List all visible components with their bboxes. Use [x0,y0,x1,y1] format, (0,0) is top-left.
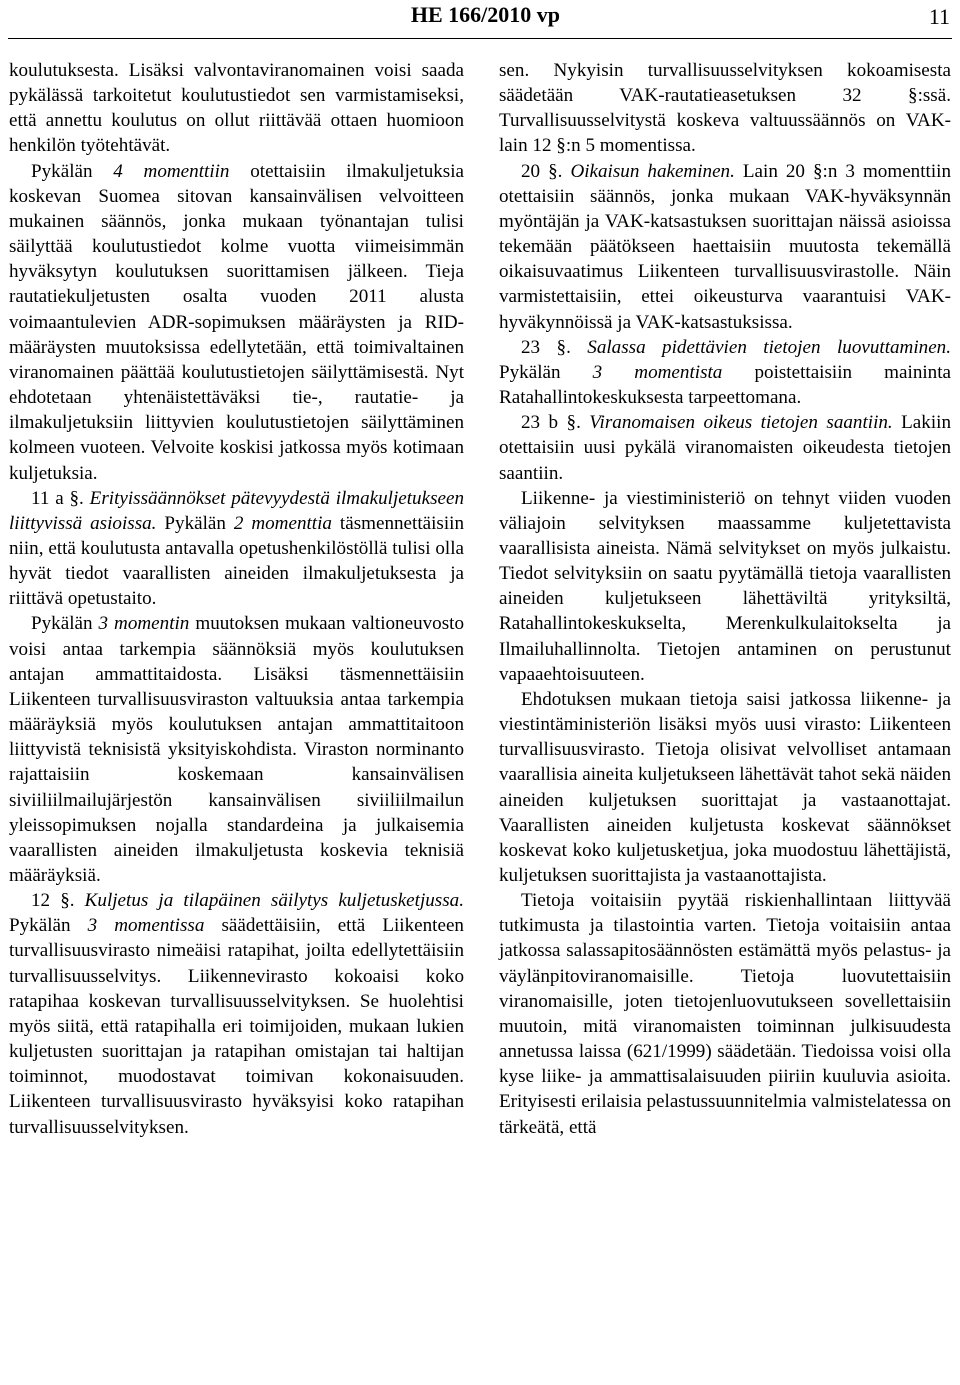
paragraph [499,335,951,410]
italic-reference: 4 momenttiin [113,160,230,182]
text: Lakiin otettaisiin uusi pykälä viranomaisten oikeudesta tietojen saantiin. [499,412,951,484]
italic-reference: 3 momentista [592,361,723,383]
text: Liikenne- ja viestiministeriö on tehnyt viiden vuoden väliajoin selvityksen maassamme kuljetettavista vaarallisista aineista. Nämä selvitykset on myös julkaistu. Tiedot selvityksiin on saatu pyytämällä tietoja vaarallisten aineiden kuljetukseen lähettäviltä yrityksiltä, Ratahallintokeskukselta, Merenkulkulaitokselta ja Ilmailuhallinnolta. Tietojen antaminen on perustunut vapaaehtoisuuteen. [499,487,951,685]
document-id: HE 166/2010 vp [410,2,560,27]
page-number: 11 [928,4,950,29]
text: täsmennettäisiin niin, että koulutusta antavalla opetushenkilöstöllä tulisi olla hyvät tiedot vaarallisten aineiden ilmakuljetuksesta ja riittävä opetustaito. [9,512,464,610]
paragraph [9,611,464,888]
section-number: 12 §. [31,890,85,912]
paragraph [499,410,951,485]
left-column [9,58,464,1140]
text: Ehdotuksen mukaan tietoja saisi jatkossa liikenne- ja viestintäministeriön lisäksi myös uusi virasto: Liikenteen turvallisuusvirasto. Tietoja olisivat velvolliset antamaan vaarallisia aineita kuljetukseen lähettävät tahot sekä näiden aineiden kuljetuksen suorittajat ja vastaanottajat. Vaarallisten aineiden kuljetusta koskevat säännökset koskevat koko kuljetusketjua, joka muodostuu lähettäjistä, kuljetuksen suorittajista ja vastaanottajista. [499,688,951,886]
header-rule [8,38,952,39]
section-title: Erityissäännökset pätevyydestä ilmakuljetukseen liittyvissä asioissa. [9,487,464,534]
paragraph [9,58,464,159]
section-number: 20 §. [521,160,571,182]
italic-reference: 2 momenttia [233,512,332,534]
text: Pykälän [156,512,234,534]
section-title: Viranomaisen oikeus tietojen saantiin. [589,412,893,434]
paragraph [499,888,951,1140]
text: poistettaisiin maininta Ratahallintokeskuksesta tarpeettomana. [499,361,951,409]
section-number: 11 a §. [31,487,90,509]
paragraph [9,888,464,1140]
paragraph [499,486,951,687]
text: sen. Nykyisin turvallisuusselvityksen kokoamisesta säädetään VAK-rautatieasetuksen 32 §:ssä. Turvallisuusselvitystä koskeva valtuussäännös on VAK-lain 12 §:n 5 momentissa. [499,60,951,157]
section-number: 23 §. [521,336,588,358]
paragraph [9,486,464,612]
page-header [0,0,960,38]
section-number: 23 b §. [521,412,590,434]
text: säädettäisiin, että Liikenteen turvallisuusvirasto nimeäisi ratapihat, joilta edellytettäisiin turvallisuusselvitys. Liikennevirasto kokoaisi koko ratapihaa koskevan turvallisuusselvityksen. Se huolehtisi myös siitä, että ratapihalla eri toimijoiden, mukaan lukien kuljetusten suorittajan ja ratapihan omistajan tai haltijan toiminnot, muodostavat toimivan kokonaisuuden. Liikenteen turvallisuusvirasto hyväksyisi koko ratapihan turvallisuusselvityksen. [9,915,464,1138]
italic-reference: 3 momentissa [87,915,205,937]
text: Pykälän [499,361,593,383]
section-title: Oikaisun hakeminen. [570,160,735,182]
paragraph [9,159,464,486]
text: Pykälän [9,915,88,937]
section-title: Kuljetus ja tilapäinen säilytys kuljetusketjussa. [84,890,464,912]
text: Pykälän [31,160,114,182]
section-title: Salassa pidettävien tietojen luovuttaminen. [587,336,951,358]
text: muutoksen mukaan valtioneuvosto voisi antaa tarkempia säännöksiä myös koulutuksen antajan ammattitaidosta. Lisäksi täsmennettäisiin Liikenteen turvallisuusviraston valtuuksia antaa tarkempia määräyksiä myös koulutuksen antajan ammattitaitoon liittyvistä teknisistä yksityiskohdista. Viraston norminanto rajattaisiin koskemaan kansainvälisen siviiliilmailujärjestön kansainvälisen siviiliilmailun yleissopimuksen nojalla standardeina ja julkaisemia vaarallisten aineiden ilmakuljetusta koskevia teknisiä määräyksiä. [9,613,464,886]
text: Tietoja voitaisiin pyytää riskienhallintaan liittyvää tutkimusta ja tilastointia varten. Tietoja voitaisiin antaa jatkossa salassapitosäännösten estämättä myös pelastus- ja väylänpitoviranomaisille. Tietoja luovutettaisiin viranomaisille, joten tietojenluovutukseen sovellettaisiin muutoin, mitä viranomaisten toiminnan julkisuudesta annetussa laissa (621/1999) säädetään. Tiedoissa voisi olla kyse liike- ja ammattisalaisuuden piiriin kuuluvia asioita. Erityisesti erilaisia pelastussuunnitelmia valmistelatessa on tärkeätä, että [499,890,951,1138]
text: otettaisiin ilmakuljetuksia koskevan Suomea sitovan kansainvälisen velvoitteen mukainen säännös, jonka mukaan työnantajan tulisi säilyttää koulutustiedot kolme vuotta viimeisimmän hyväksytyn koulutuksen suorittamisen jälkeen. Tieja rautatiekuljetusten osalta vuoden 2011 alusta voimaantulevien ADR-sopimuksen määräysten ja RID-määräysten muutoksissa edellytetään, että toimivaltainen viranomainen päättää koulutustietojen säilyttämisestä. Nyt ehdotetaan yhtenäistettäväksi tie-, rautatie- ja ilmakuljetuksiin liittyvien koulutustietojen säilyttäminen kolmeen vuoteen. Velvoite koskisi jatkossa myös kotimaan kuljetuksia. [9,160,465,484]
right-column [499,58,951,1140]
paragraph [499,687,951,888]
text: koulutuksesta. Lisäksi valvontaviranomainen voisi saada pykälässä tarkoitetut koulutustiedot sen varmistamiseksi, että annettu koulutus on ollut riittävää ottaen huomioon henkilön työtehtävät. [9,60,464,157]
text: Pykälän [31,613,99,635]
text: Lain 20 §:n 3 momenttiin otettaisiin säännös, jonka mukaan VAK-hyväksynnän myöntäjän ja VAK-katsastuksen suorittajan näissä asioissa tekemään päätökseen haettaisiin muutosta tekemällä oikaisuvaatimus Liikenteen turvallisuusvirastolle. Näin varmistettaisiin, ettei oikeusturva vaarantuisi VAK-hyväkynnöissä ja VAK-katsastuksissa. [499,160,951,333]
italic-reference: 3 momentin [98,613,190,635]
paragraph [499,159,951,335]
paragraph [499,58,951,159]
